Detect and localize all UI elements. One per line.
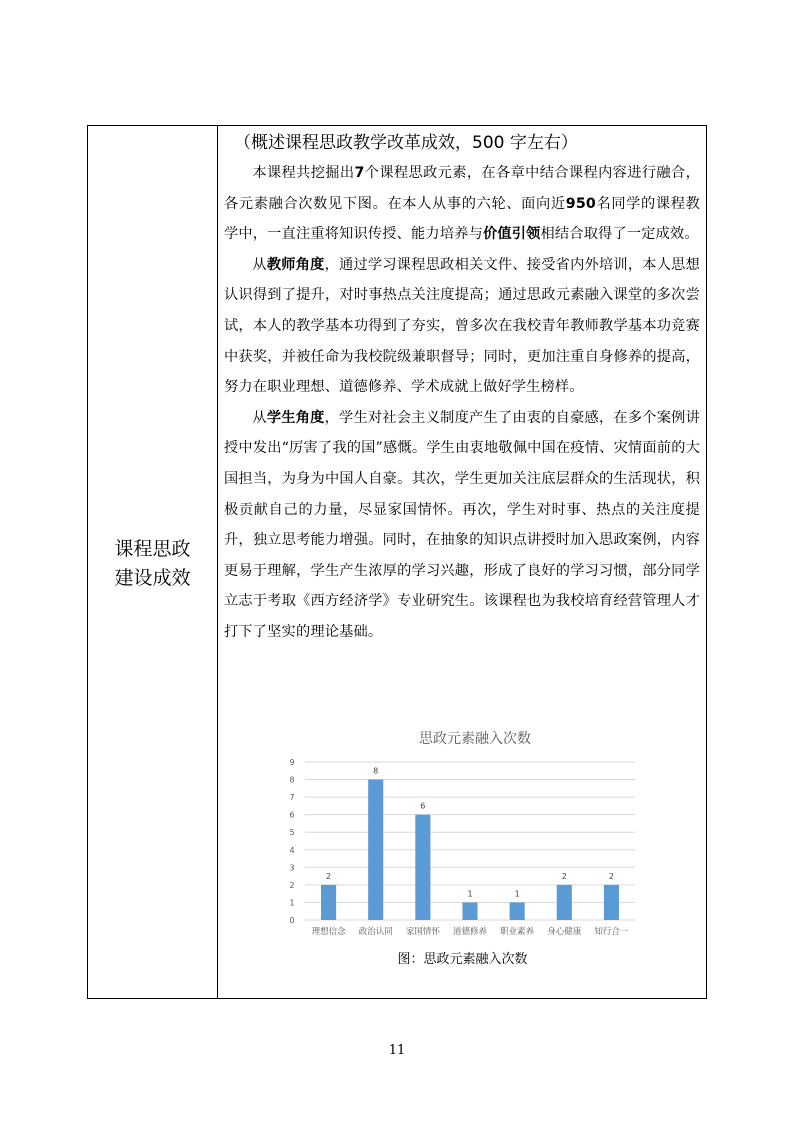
chart-x-axis bbox=[312, 926, 629, 937]
row-label-line-2: 建设成效 bbox=[114, 567, 191, 589]
page-number: 11 bbox=[388, 1043, 406, 1058]
p1-text-4: 相结合取得了一定成效。 bbox=[540, 226, 699, 243]
p2-text-1: 从 bbox=[252, 256, 267, 273]
table-column-divider bbox=[217, 125, 218, 999]
y-tick-label-2: 2 bbox=[289, 880, 295, 890]
x-tick-label-理想信念: 理想信念 bbox=[311, 927, 346, 937]
data-label-身心健康: 2 bbox=[561, 871, 567, 881]
row-content bbox=[224, 128, 700, 648]
p3-text-2: ，学生对社会主义制度产生了由衷的自豪感，在多个案例讲授中发出“厉害了我的国”感慨。学生由衷地敬佩中国在疫情、灾情面前的大国担当，为身为中国人自豪。其次，学生更加关注底层群众的生活现状，积极贡献自己的力量，尽显家国情怀。再次，学生对时事、热点的关注度提升，独立思考能力增强。同时，在抽象的知识点讲授时加入思政案例，内容更易于理解，学生产生浓厚的学习兴趣，形成了良好的学习习惯，部分同学立志于考取《西方经济学》专业研究生。该课程也为我校培育经营管理人才打下了坚实的理论基础。 bbox=[224, 409, 701, 640]
paragraph-teacher bbox=[224, 250, 700, 403]
bar-职业素养 bbox=[510, 902, 525, 920]
row-label bbox=[88, 535, 217, 593]
bar-知行合一 bbox=[604, 885, 619, 920]
y-tick-label-1: 1 bbox=[289, 898, 295, 908]
data-label-道德修养: 1 bbox=[467, 889, 473, 899]
bar-道德修养 bbox=[462, 902, 477, 920]
p3-text-1: 从 bbox=[252, 409, 267, 426]
chart-y-axis bbox=[289, 758, 294, 925]
paragraph-student bbox=[224, 403, 700, 648]
p3-bold-1: 学生角度 bbox=[266, 409, 325, 426]
bar-身心健康 bbox=[557, 885, 572, 920]
y-tick-label-6: 6 bbox=[289, 810, 295, 820]
x-tick-label-身心健康: 身心健康 bbox=[547, 927, 582, 937]
data-label-政治认同: 8 bbox=[373, 766, 379, 776]
bar-家国情怀 bbox=[415, 815, 430, 920]
data-label-家国情怀: 6 bbox=[420, 801, 426, 811]
intro-note: （概述课程思政教学改革成效，500 字左右） bbox=[234, 133, 578, 153]
p1-bold-3: 价值引领 bbox=[482, 226, 541, 243]
p1-bold-1: 7 bbox=[354, 165, 365, 181]
chart-title: 思政元素融入次数 bbox=[419, 731, 531, 747]
figure-caption: 图：思政元素融入次数 bbox=[397, 952, 528, 967]
data-label-职业素养: 1 bbox=[514, 889, 520, 899]
p1-bold-2: 950 bbox=[565, 195, 596, 212]
y-tick-label-9: 9 bbox=[289, 758, 295, 767]
paragraph-overview bbox=[224, 158, 700, 250]
p1-text-3: 名同学的课程教学中，一直注重将知识传授、能力培养与 bbox=[224, 195, 700, 243]
y-tick-label-5: 5 bbox=[289, 828, 295, 838]
x-tick-label-家国情怀: 家国情怀 bbox=[405, 927, 440, 937]
bar-理想信念 bbox=[321, 885, 336, 920]
y-tick-label-7: 7 bbox=[289, 793, 295, 803]
bar-chart-svg bbox=[285, 725, 645, 945]
y-tick-label-3: 3 bbox=[289, 863, 295, 873]
x-tick-label-职业素养: 职业素养 bbox=[500, 927, 535, 937]
bar-政治认同 bbox=[368, 780, 383, 920]
y-tick-label-0: 0 bbox=[289, 916, 295, 925]
data-label-知行合一: 2 bbox=[608, 871, 614, 881]
x-tick-label-知行合一: 知行合一 bbox=[594, 927, 629, 937]
y-tick-label-4: 4 bbox=[289, 845, 295, 855]
p1-text-1: 本课程共挖掘出 bbox=[252, 165, 355, 181]
row-label-line-1: 课程思政 bbox=[114, 538, 191, 560]
data-label-理想信念: 2 bbox=[326, 871, 332, 881]
y-tick-label-8: 8 bbox=[289, 775, 295, 785]
bar-chart bbox=[285, 725, 645, 945]
x-tick-label-道德修养: 道德修养 bbox=[452, 927, 488, 937]
p2-bold-1: 教师角度 bbox=[266, 256, 325, 273]
p2-text-2: ，通过学习课程思政相关文件、接受省内外培训，本人思想认识得到了提升，对时事热点关注度提高；通过思政元素融入课堂的多次尝试，本人的教学基本功得到了夯实，曾多次在我校青年教师教学基本功竞赛中获奖，并被任命为我校院级兼职督导；同时，更加注重自身修养的提高，努力在职业理想、道德修养、学术成就上做好学生榜样。 bbox=[224, 256, 701, 396]
x-tick-label-政治认同: 政治认同 bbox=[358, 927, 393, 937]
p1-text-2: 个课程思政元素，在各章中结合课程内容进行融合，各元素融合次数见下图。在本人从事的六轮、面向近 bbox=[224, 165, 700, 212]
